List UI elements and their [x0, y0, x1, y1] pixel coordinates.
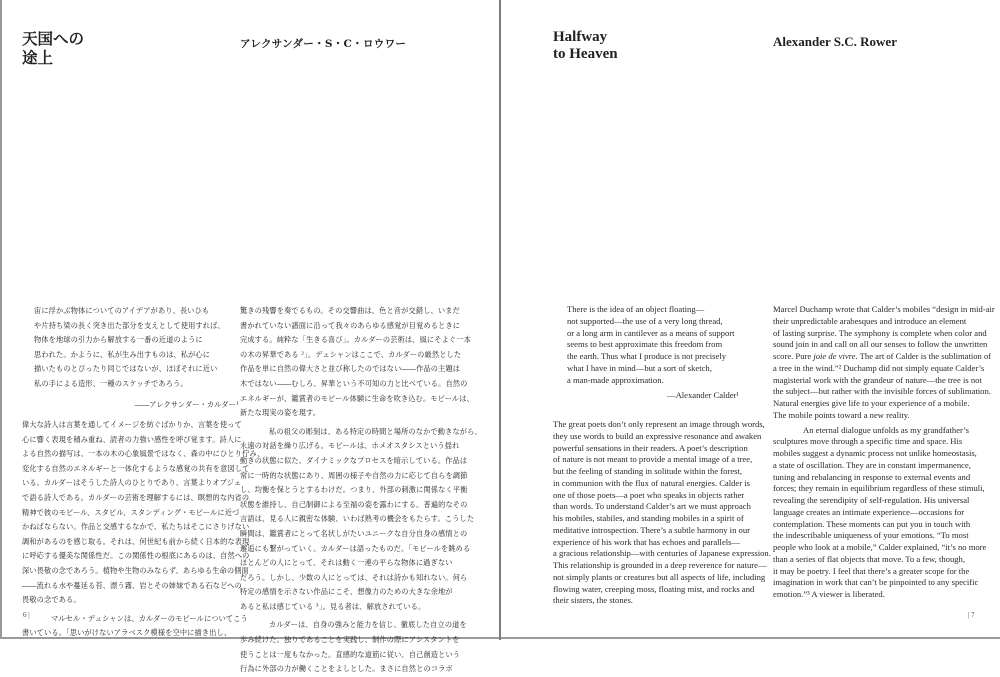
en-body-line: This relationship is grounded in a deep reverence for nature— [553, 560, 767, 570]
jp-body-line: ほとんどの人にとって、それは動く一連の平らな物体に過ぎない [240, 558, 453, 568]
jp-body-line: 書かれていない譜面に沿って我々のあらゆる感覚が目覚めるときに [240, 320, 461, 330]
jp-body-line: 偉大な詩人は言葉を通してイメージを紡ぐばかりか、言葉を使って [22, 420, 242, 429]
jp-body-line: 言語は、見る人に親密な体験、いわば熟考の機会をもたらす。こうした [240, 514, 475, 524]
en-body-line: not simply plants or creatures but all aspects of life, including [553, 571, 766, 582]
jp-body-line: カルダーは、自身の強みと能力を信じ、徹底した自立の道を [269, 620, 467, 630]
jp-body-line: 新たな現実の姿を現す。 [240, 408, 321, 418]
en-body-line: flowing water, creeping moss, floating mist, and rocks and [553, 583, 755, 594]
jp-body-line: 完成する。純粋な「生きる喜び」。カルダーの芸術は、風にそよぐ一本 [240, 335, 471, 345]
jp-column-1 [22, 418, 265, 641]
en-body-line: the subject—but rather with the invisible forces of sublimation. [773, 386, 991, 397]
spine-gutter [499, 0, 501, 640]
en-body-line: it may be poetry. I feel that there’s a greater scope for the [773, 565, 970, 576]
jp-body-line: 邂逅にも繋がっていく。カルダーは語ったものだ。「モビールを眺める [240, 543, 471, 553]
jp-body-line: 調和があるのを感じ取る。それは、何世紀も前から続く日本的な表現 [22, 536, 250, 546]
page-number-right: | 7 [968, 611, 975, 619]
page-number: 6 [23, 611, 27, 619]
en-epigraph-line: the earth. Thus what I produce is not precisely [567, 351, 727, 361]
page-number: 7 [971, 611, 975, 619]
en-body-line: their unpredictable arabesques and introduce an element [773, 315, 967, 326]
jp-body-line: マルセル・デュシャンは、カルダーのモビールについてこう [51, 613, 248, 623]
jp-body-line: 状態を維持し、自己制御による至福の姿を露わにする。普遍的なその [240, 499, 468, 509]
en-body-line: mobiles suggest a dynamic process not unlike homeostasis, [773, 448, 977, 458]
jp-body-line: 書いている。「思いがけないアラベスク模様を空中に描き出し、 [22, 628, 232, 638]
jp-body-line: 行為に外部の力が働くことをよしとした。まさに自然とのコラボ [240, 664, 453, 674]
jp-body-line: 私の祖父の彫刻は、ある特定の時間と場所のなかで動きながら、 [269, 426, 482, 436]
jp-epigraph-line: や片持ち梁の長く突き出た部分を支えとして使用すれば、 [34, 320, 225, 330]
en-title-line: Halfway [553, 29, 608, 45]
jp-epigraph-line: 私の手による造形、一種のスケッチであろう。 [34, 378, 188, 388]
en-body-line: one of those poets—a poet who speaks in objects rather [553, 489, 745, 500]
en-epigraph-line: what I have in mind—but a sort of sketch, [567, 362, 712, 373]
en-body-line: a gracious relationship—with centuries of Japanese expression. [553, 548, 771, 559]
en-column-1 [553, 419, 771, 607]
en-body-line: a state of oscillation. They are in constant impermanence, [773, 459, 971, 470]
jp-body-line: 瞬間は、鑑賞者にとって名状しがたいユニークな自分自身の感情との [240, 528, 468, 538]
en-body-line: emotion.”³ A viewer is liberated. [773, 589, 885, 599]
page-number-left: 6 | [23, 611, 30, 619]
en-body-line: language creates an intimate experience—occasions for [773, 506, 965, 517]
jp-column-2 [240, 304, 482, 677]
en-body-line: Natural energies give life to your experience of a mobile. [773, 398, 970, 408]
en-body-line: imagination in work that can’t be pinpointed to any specific [773, 577, 979, 588]
en-title-line: to Heaven [553, 46, 618, 62]
jp-body-line: 動きの状態に似た、ダイナミックなプロセスを暗示している。作品は [240, 455, 468, 465]
en-body-line: people who look at a mobile,” Calder explained, “it’s no more [773, 542, 987, 552]
jp-epigraph-attribution: ――アレクサンダー・カルダー¹ [134, 399, 239, 409]
jp-body-line: 作品を単に自然の偉大さと並び称したのではない――作品の主題は [240, 364, 461, 374]
en-epigraph-attribution: —Alexander Calder¹ [666, 390, 739, 401]
en-epigraph-line: a man-made approximation. [567, 374, 664, 385]
en-epigraph-line: not supported—the use of a very long thread, [567, 315, 723, 326]
jp-body-line: かねばならない。作品と交感するなかで、私たちはそこにさりげない [22, 522, 250, 532]
jp-epigraph [34, 304, 239, 412]
en-body-line: contemplation. These moments can put you in touch with [773, 518, 971, 529]
jp-body-line: に呼応する優美な関係性だ。この関係性の根底にあるのは、自然への [22, 551, 250, 561]
jp-body-line: 永遠の対話を繰り広げる。モビールは、ホメオスタシスという揺れ [240, 441, 460, 451]
en-body-line: forces; they remain in equilibrium regardless of these stimuli, [773, 483, 985, 494]
en-body-line: experience of his work that has echoes and parallels— [553, 536, 741, 547]
en-epigraph-line: or a long arm in cantilever as a means of support [567, 327, 735, 338]
en-body-line: revealing the serendipity of self-regulation. His universal [773, 495, 970, 505]
jp-body-line: あると私は感じている ³」。見る者は、解放されている。 [240, 601, 426, 611]
en-body-line: An eternal dialogue unfolds as my grandfather’s [803, 424, 969, 435]
jp-title-line: 途上 [22, 48, 54, 67]
en-body-line: but the feeling of standing in solitude within the forest, [553, 466, 743, 476]
en-body-line: the indescribable uniqueness of your emotions. “To most [773, 530, 969, 541]
jp-body-line: 特定の感情を示さない作品にこそ、想像力のための大きな余地が [240, 587, 453, 597]
en-body-line: sculptures move through a specific time and space. His [773, 436, 963, 447]
jp-epigraph-line: 宙に浮かぶ物体についてのアイデアがあり、長いひも [34, 306, 210, 315]
jp-epigraph-line: 思われた。かように、私が生み出すものは、私が心に [34, 349, 211, 359]
en-body-line: in communion with the flux of natural energies. Calder is [553, 477, 750, 488]
en-body-line: than words. To understand Calder’s art we must approach [553, 501, 751, 512]
en-body-line: The mobile points toward a new reality. [773, 409, 910, 420]
jp-body-line: 畏敬の念である。 [22, 595, 81, 605]
en-body-line: a tree in the wind.”² Duchamp did not simply equate Calder’s [773, 362, 985, 373]
jp-body-line: エネルギーが、鑑賞者のモビール体験に生命を吹き込む。モビールは、 [240, 393, 474, 403]
en-body-line: tuning and rebalancing in response to external events and [773, 471, 971, 482]
jp-title [22, 29, 84, 67]
en-body-line: of nature is not meant to provide a mental image of a tree, [553, 454, 753, 465]
jp-body-line: 深い畏敬の念であろう。植物や生物のみならず、あらゆる生命の側面 [22, 565, 249, 575]
jp-body-line: いる。カルダーはそうした詩人のひとりであり、言葉よりオブジェ [22, 478, 242, 488]
en-body-line: The great poets don’t only represent an image through words, [553, 419, 765, 429]
en-epigraph-line: There is the idea of an object floating— [567, 304, 705, 314]
jp-body-line: 驚きの残響を奏でるもの。その交響曲は、色と音が交錯し、いまだ [240, 306, 460, 315]
en-body-line: of lasting surprise. The symphony is complete when color and [773, 327, 987, 338]
jp-body-line: 常に一時的な状態にあり、周囲の様子や自然の力に応じて自らを調節 [240, 470, 468, 480]
jp-author: アレクサンダー・S・C・ロウワー [240, 38, 407, 50]
en-body-line: their sisters, the stones. [553, 595, 633, 606]
en-author: Alexander S.C. Rower [773, 34, 897, 49]
jp-body-line: し、均衡を保とうとするわけだ。つまり、外部の刺激に関係なく平衡 [240, 485, 468, 495]
jp-body-line: だろう。しかし、少数の人にとっては、それは詩かも知れない。何ら [240, 572, 468, 582]
jp-epigraph-line: 物体を地球の引力から解放する一番の近道のように [34, 335, 203, 345]
jp-title-line: 天国への [22, 29, 85, 48]
en-body-line: they use words to build an expressive resonance and awaken [553, 430, 762, 441]
jp-body-line: 変化する自然のエネルギーと一体化するような感覚の共有を意図して [22, 463, 250, 473]
en-epigraph-line: seems to best approximate this freedom from [567, 339, 723, 350]
jp-epigraph-line: 描いたものとぴったり同じではないが、ほぼそれに近い [34, 364, 218, 374]
jp-body-line: 木ではない――むしろ、昇華という不可知の力と比べている。自然の [240, 378, 468, 388]
jp-body-line: で語る詩人である。カルダーの芸術を理解するには、瞑想的な内省の [22, 492, 250, 502]
jp-body-line: ――流れる水や蔓延る苔、漂う霧、岩とその姉妹である石などへの [22, 580, 242, 590]
en-body-line: Marcel Duchamp wrote that Calder’s mobiles “design in mid-air [773, 304, 995, 314]
en-body-line: than a series of flat objects that move. To a few, though, [773, 553, 965, 564]
jp-body-line: の木の昇華である ²」。デュシャンはここで、カルダーの厳然とした [240, 349, 462, 359]
en-body-line: his mobiles, stabiles, and standing mobiles in a spirit of [553, 513, 744, 523]
jp-body-line: よる自然の描写は、一本の木の心象風景ではなく、森の中にひとり佇み、 [22, 449, 265, 459]
en-body-line: score. Pure joie de vivre. The art of Calder is the sublimation of [773, 351, 992, 361]
en-body-line: powerful sensations in their readers. A poet’s description [553, 442, 748, 453]
en-body-line: sound join in and call on all our senses to follow the unwritten [773, 339, 988, 350]
en-body-line: magisterial work with the grandeur of nature—the tree is not [773, 374, 982, 385]
en-column-2 [773, 304, 995, 601]
en-title [553, 29, 618, 63]
jp-body-line: 精神で彼のモビール、スタビル、スタンディング・モビールに近づ [22, 507, 240, 517]
jp-body-line: 歩み続けた。独りであることを実践し、制作の際にアシスタントを [240, 635, 460, 645]
jp-body-line: 使うことは一度もなかった。直感的な道筋に従い、自己創造という [240, 649, 461, 659]
en-body-line: meditative introspection. There’s a subtle harmony in our [553, 524, 750, 535]
en-epigraph [567, 304, 739, 402]
jp-body-line: 心に響く表現を積み重ね、読者の力強い感性を呼び覚ます。詩人に [22, 434, 242, 444]
